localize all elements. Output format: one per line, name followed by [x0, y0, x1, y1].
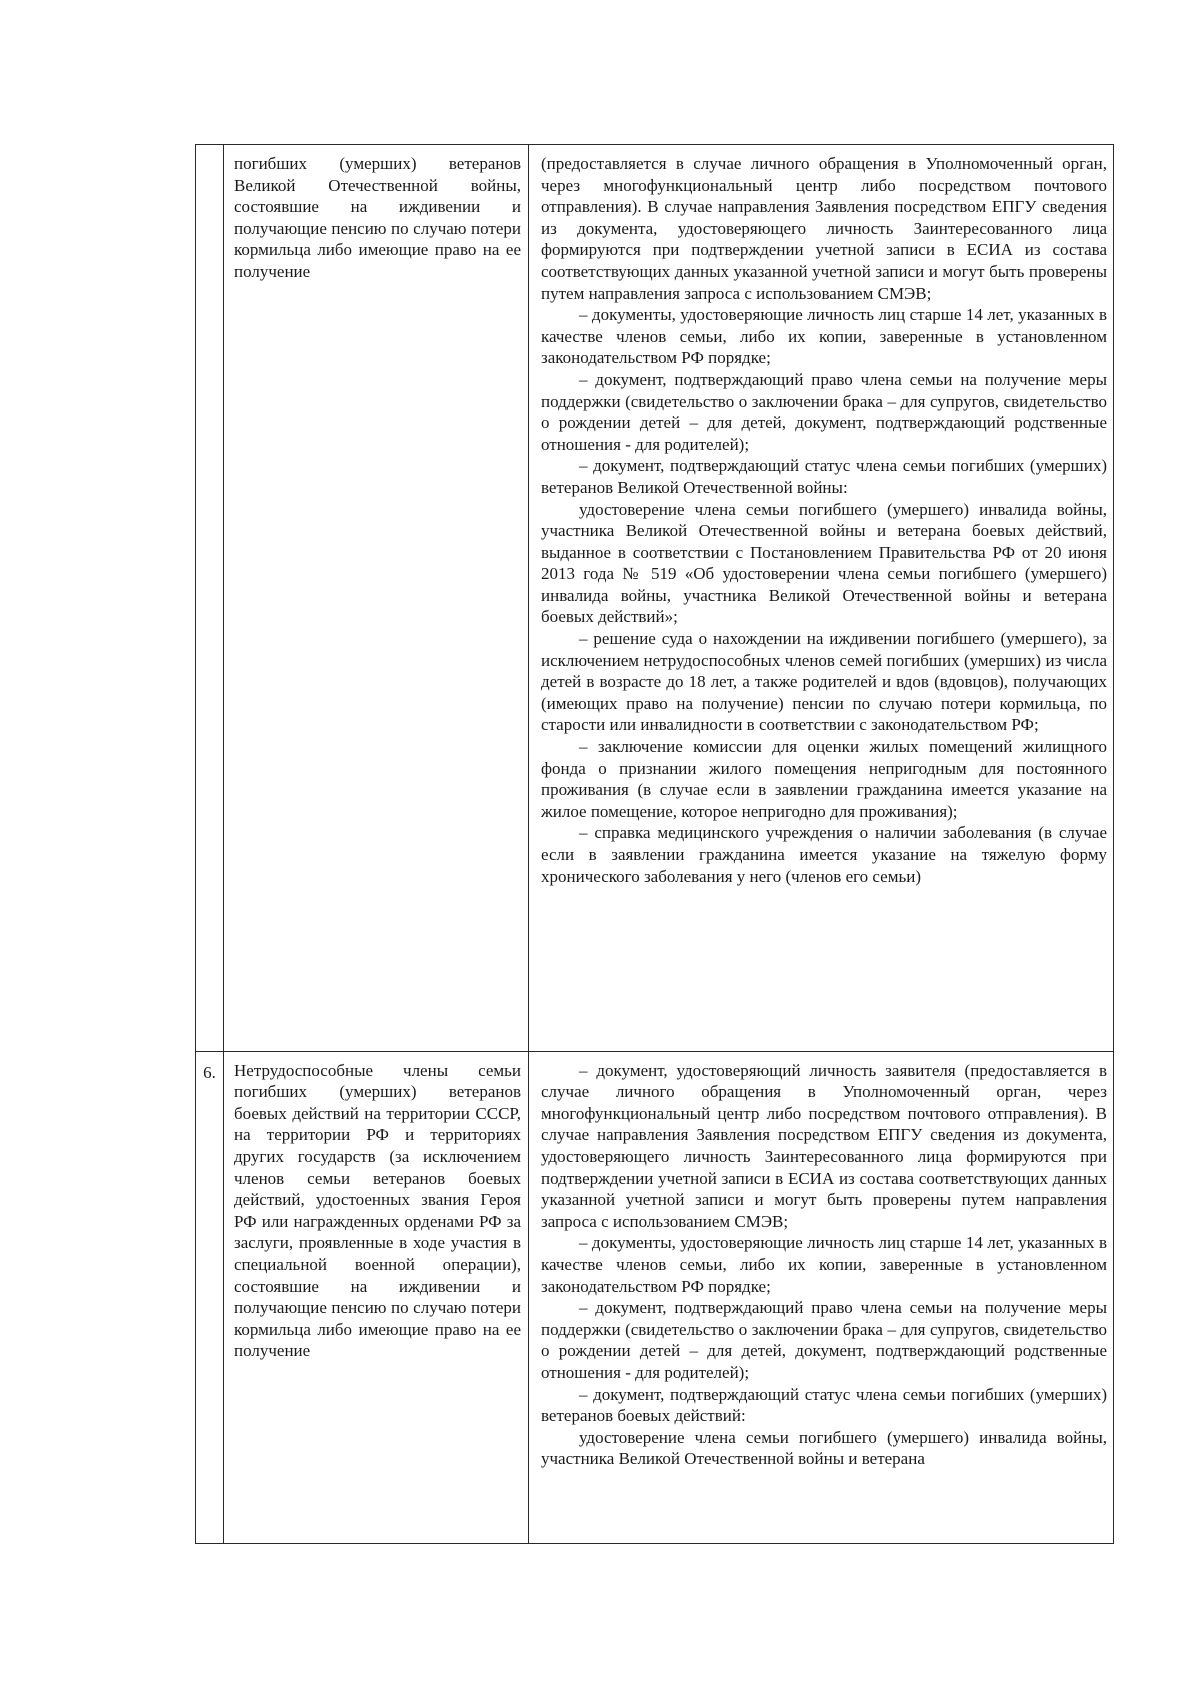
- documents-cell: [529, 145, 1114, 1052]
- doc-paragraph: – документ, подтверждающий право члена семьи на получение меры поддержки (свидетельство о заключении брака – для супругов, свидетельство о рождении детей – для детей, документ, подтверждающий родственные отношения - для родителей);: [541, 1298, 1107, 1382]
- doc-paragraph: – документ, подтверждающий статус члена семьи погибших (умерших) ветеранов боевых действий:: [541, 1384, 1107, 1426]
- doc-paragraph: удостоверение члена семьи погибшего (умершего) инвалида войны, участника Великой Отечественной войны и ветерана боевых действий, выданное в соответствии с Постановлением Правительства РФ от 20 июня 2013 года № 519 «Об удостоверении члена семьи погибшего (умершего) инвалида войны, участника Великой Отечественной войны и ветерана боевых действий»;: [541, 499, 1107, 627]
- doc-paragraph: – заключение комиссии для оценки жилых помещений жилищного фонда о признании жилого помещения непригодным для постоянного проживания (в случае если в заявлении гражданина имеется указание на жилое помещение, которое непригодно для проживания);: [541, 737, 1107, 821]
- category-text: погибших (умерших) ветеранов Великой Отечественной войны, состоявшие на иждивении и получающие пенсию по случаю потери кормильца либо имеющие право на ее получение: [234, 154, 521, 281]
- table-row: [196, 1051, 1114, 1543]
- documents-table: [195, 144, 1114, 1544]
- documents-cell: [529, 1051, 1114, 1543]
- doc-paragraph: – решение суда о нахождении на иждивении погибшего (умершего), за исключением нетрудоспособных членов семей погибших (умерших) из числа детей в возрасте до 18 лет, а также родителей и вдов (вдовцов), получающих (имеющих право на получение) пенсии по случаю потери кормильца, по старости или инвалидности в соответствии с законодательством РФ;: [541, 629, 1107, 735]
- doc-paragraph: – справка медицинского учреждения о наличии заболевания (в случае если в заявлении гражданина имеется указание на тяжелую форму хронического заболевания у него (членов его семьи): [541, 823, 1107, 886]
- category-text: Нетрудоспособные члены семьи погибших (умерших) ветеранов боевых действий на территории СССР, на территории РФ и территориях других государств (за исключением членов семьи ветеранов боевых действий, удостоенных звания Героя РФ или награжденных орденами РФ за заслуги, проявленные в ходе участия в специальной военной операции), состоявшие на иждивении и получающие пенсию по случаю потери кормильца либо имеющие право на ее получение: [234, 1060, 521, 1361]
- row-number-cell: [196, 145, 224, 1052]
- category-cell: [224, 145, 529, 1052]
- table-row: [196, 145, 1114, 1052]
- doc-paragraph: – документы, удостоверяющие личность лиц старше 14 лет, указанных в качестве членов семьи, либо их копии, заверенные в установленном законодательством РФ порядке;: [541, 305, 1107, 368]
- doc-paragraph: – документ, подтверждающий право члена семьи на получение меры поддержки (свидетельство о заключении брака – для супругов, свидетельство о рождении детей – для детей, документ, подтверждающий родственные отношения - для родителей);: [541, 369, 1107, 454]
- row-number-cell: [196, 1051, 224, 1543]
- category-cell: [224, 1051, 529, 1543]
- doc-paragraph: (предоставляется в случае личного обращения в Уполномоченный орган, через многофункциональный центр либо посредством почтового отправления). В случае направления Заявления посредством ЕПГУ сведения из документа, удостоверяющего личность Заинтересованного лица формируются при подтверждении учетной записи в ЕСИА из состава соответствующих данных указанной учетной записи и могут быть проверены путем направления запроса с использованием СМЭВ;: [541, 154, 1107, 303]
- doc-paragraph: – документы, удостоверяющие личность лиц старше 14 лет, указанных в качестве членов семьи, либо их копии, заверенные в установленном законодательством РФ порядке;: [541, 1233, 1107, 1296]
- row-number: 6.: [203, 1062, 216, 1082]
- doc-paragraph: – документ, удостоверяющий личность заявителя (предоставляется в случае личного обращения в Уполномоченный орган, через многофункциональный центр либо посредством почтового отправления). В случае направления Заявления посредством ЕПГУ сведения из документа, удостоверяющего личность Заинтересованного лица формируются при подтверждении учетной записи в ЕСИА из состава соответствующих данных указанной учетной записи и могут быть проверены путем направления запроса с использованием СМЭВ;: [541, 1060, 1107, 1231]
- doc-paragraph: удостоверение члена семьи погибшего (умершего) инвалида войны, участника Великой Отечественной войны и ветерана: [541, 1427, 1107, 1469]
- doc-paragraph: – документ, подтверждающий статус члена семьи погибших (умерших) ветеранов Великой Отечественной войны:: [541, 456, 1107, 497]
